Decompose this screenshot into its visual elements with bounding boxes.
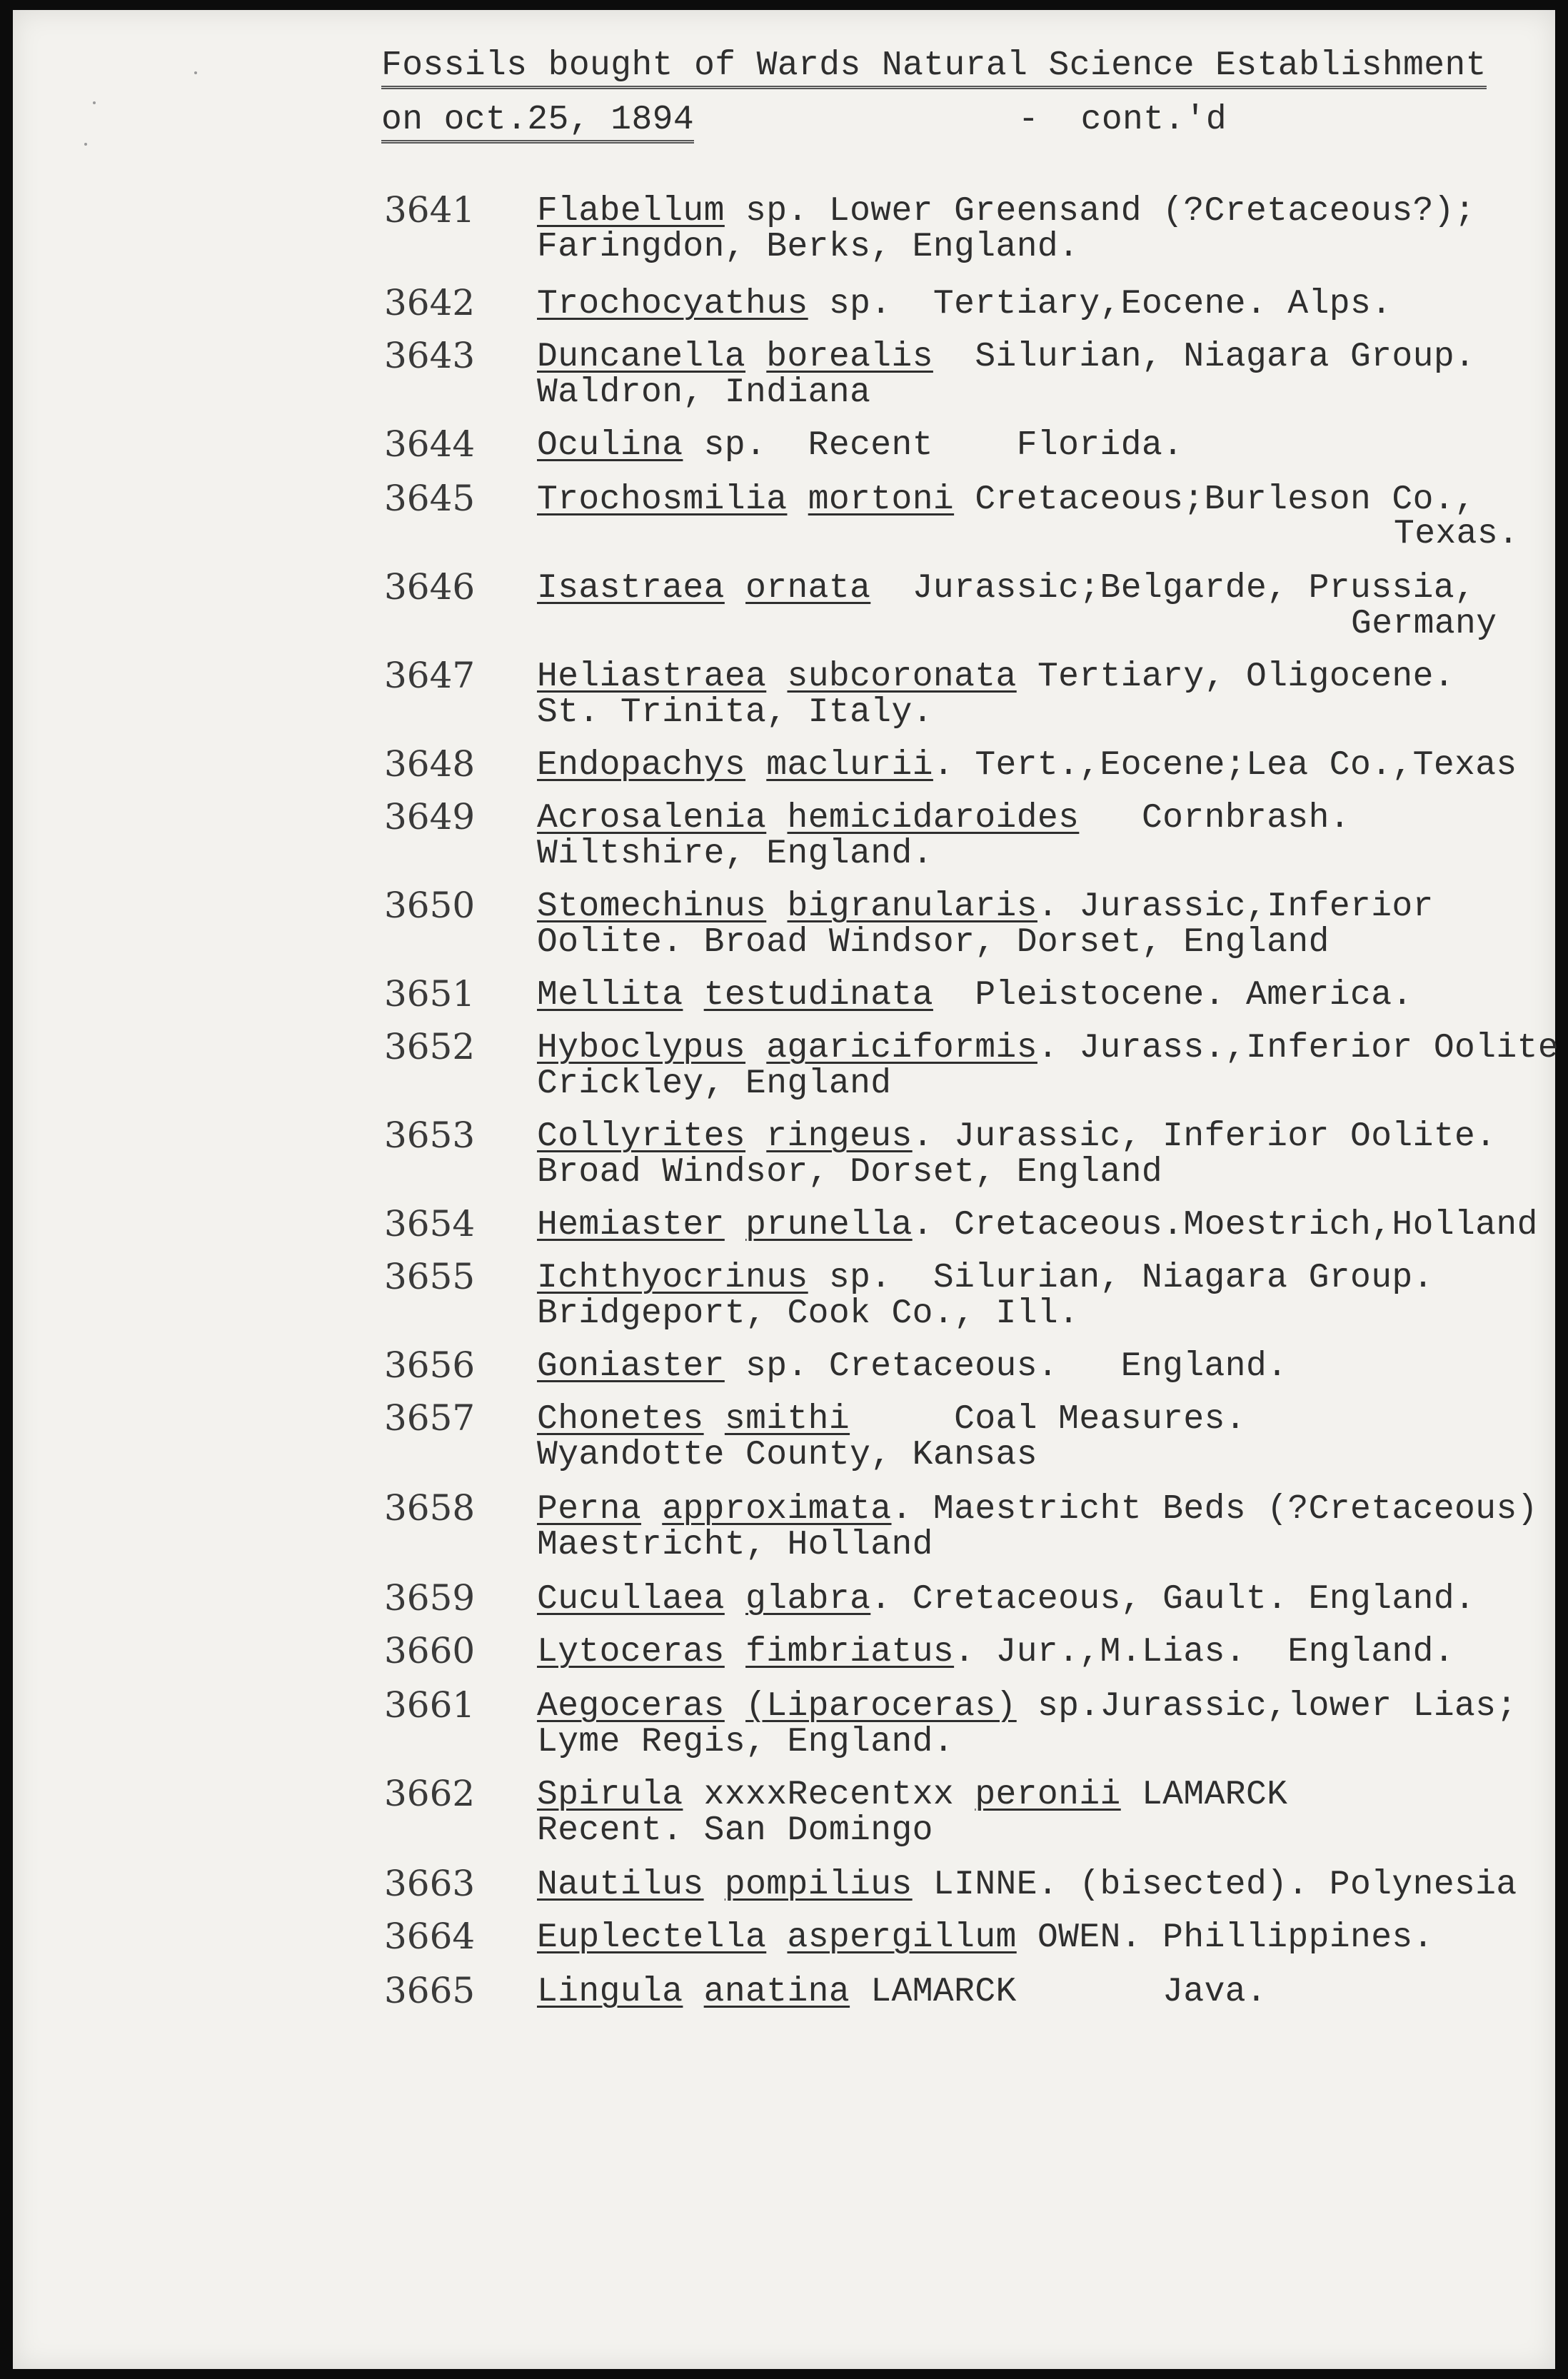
- entry-number: 3659: [384, 1577, 476, 1619]
- entry-details: . Cretaceous, Gault. England.: [870, 1580, 1476, 1619]
- genus-name: Ichthyocrinus: [537, 1259, 808, 1297]
- date-text: on oct.25, 1894: [381, 101, 694, 144]
- entry-line: [537, 1491, 1538, 1528]
- species-name: agariciformis: [766, 1029, 1037, 1067]
- entry-line: [537, 1030, 1559, 1067]
- entry-number: 3646: [384, 566, 476, 608]
- entry-line: [537, 977, 1413, 1014]
- entry-line: [537, 1118, 1496, 1155]
- entry-number: 3653: [384, 1115, 476, 1156]
- genus-name: Stomechinus: [537, 887, 767, 926]
- entry-details: OWEN. Phillippines.: [1016, 1918, 1434, 1957]
- entry-line: [537, 193, 1475, 230]
- entry-line: [537, 338, 1475, 376]
- entry-details: . Tert.,Eocene;Lea Co.,Texas: [933, 746, 1517, 785]
- struck-out-text: xxxxRecentxx: [683, 1776, 975, 1814]
- genus-name: Trochosmilia: [537, 481, 788, 519]
- entry-line: [537, 1401, 1246, 1438]
- entry-line: [537, 481, 1475, 518]
- entry-details: . Maestricht Beds (?Cretaceous): [891, 1490, 1538, 1529]
- document-date: [381, 101, 694, 139]
- genus-name: Acrosalenia: [537, 799, 767, 838]
- species-name: prunella: [745, 1206, 913, 1244]
- species-name: pompilius: [724, 1866, 913, 1904]
- species-name: aspergillum: [787, 1918, 1017, 1957]
- species-name: approximata: [662, 1490, 892, 1529]
- genus-name: Lingula: [537, 1973, 683, 2011]
- entry-line: [537, 1348, 1287, 1385]
- species-name: hemicidaroides: [787, 799, 1080, 838]
- species-name: maclurii: [766, 746, 933, 785]
- entry-line: [537, 1919, 1434, 1956]
- entry-line: [537, 1581, 1475, 1618]
- entry-number: 3645: [384, 478, 476, 519]
- species-name: fimbriatus: [745, 1633, 955, 1671]
- genus-name: Heliastraea: [537, 658, 767, 696]
- entry-details: Tertiary, Oligocene.: [1016, 658, 1455, 696]
- entry-line: [537, 286, 1392, 323]
- entry-number: 3643: [384, 335, 476, 376]
- entry-number: 3644: [384, 423, 476, 465]
- genus-name: Aegoceras: [537, 1687, 725, 1726]
- entry-number: 3662: [384, 1773, 476, 1814]
- species-name: bigranularis: [787, 887, 1037, 926]
- genus-name: Hyboclypus: [537, 1029, 746, 1067]
- entry-line: [537, 800, 1350, 837]
- entry-line: [537, 658, 1454, 695]
- entry-line-2: St. Trinita, Italy.: [537, 693, 933, 732]
- genus-name: Cucullaea: [537, 1580, 725, 1619]
- continued-note: - cont.'d: [1018, 101, 1227, 139]
- entry-line-2: Crickley, England: [537, 1065, 892, 1103]
- species-name: (Liparoceras): [745, 1687, 1017, 1726]
- entry-number: 3641: [384, 189, 476, 231]
- entry-number: 3658: [384, 1487, 476, 1529]
- title-text: Fossils bought of Wards Natural Science Establishment: [381, 46, 1487, 89]
- paper-speck: [194, 71, 197, 74]
- species-name: testudinata: [703, 976, 933, 1015]
- entry-number: 3651: [384, 973, 476, 1015]
- species-name: ringeus: [766, 1117, 913, 1156]
- entry-details: LAMARCK: [1120, 1776, 1288, 1814]
- entry-line-2: Recent. San Domingo: [537, 1811, 933, 1850]
- entry-line: [537, 1207, 1538, 1244]
- entry-line: [537, 427, 1183, 464]
- entry-number: 3664: [384, 1916, 476, 1957]
- genus-name: Trochocyathus: [537, 285, 808, 323]
- genus-name: Isastraea: [537, 569, 725, 608]
- entry-details: . Cretaceous.Moestrich,Holland: [912, 1206, 1538, 1244]
- entry-line-2: Broad Windsor, Dorset, England: [537, 1153, 1163, 1192]
- entry-line: [537, 888, 1434, 925]
- entry-line: [537, 1634, 1454, 1671]
- entry-details: Cretaceous;Burleson Co.,: [954, 481, 1476, 519]
- entry-line-2: Lyme Regis, England.: [537, 1723, 955, 1761]
- genus-name: Lytoceras: [537, 1633, 725, 1671]
- genus-name: Collyrites: [537, 1117, 746, 1156]
- entry-line-2: Faringdon, Berks, England.: [537, 228, 1080, 266]
- species-name: smithi: [724, 1400, 850, 1439]
- paper-speck: [84, 143, 87, 146]
- species-name: glabra: [745, 1580, 871, 1619]
- entry-details: Cornbrash.: [1079, 799, 1351, 838]
- entry-details: sp. Silurian, Niagara Group.: [808, 1259, 1434, 1297]
- genus-name: Goniaster: [537, 1347, 725, 1386]
- entry-details: Silurian, Niagara Group.: [933, 338, 1476, 376]
- entry-number: 3654: [384, 1203, 476, 1244]
- document-title: [381, 47, 1487, 84]
- entry-line-2: Waldron, Indiana: [537, 373, 871, 412]
- genus-name: Flabellum: [537, 192, 725, 231]
- genus-name: Hemiaster: [537, 1206, 725, 1244]
- entry-number: 3661: [384, 1684, 476, 1726]
- entry-line: [537, 570, 1475, 607]
- entry-details: sp. Recent Florida.: [683, 426, 1184, 465]
- species-name: mortoni: [808, 481, 955, 519]
- entry-number: 3649: [384, 796, 476, 838]
- entry-number: 3657: [384, 1397, 476, 1439]
- genus-name: Nautilus: [537, 1866, 704, 1904]
- entry-details: . Jurassic,Inferior: [1037, 887, 1434, 926]
- entry-details: sp. Cretaceous. England.: [724, 1347, 1288, 1386]
- entry-number: 3647: [384, 655, 476, 696]
- entry-line: [537, 1688, 1517, 1725]
- entry-line: [537, 1259, 1434, 1297]
- entry-details: LAMARCK Java.: [850, 1973, 1267, 2011]
- genus-name: Spirula: [537, 1776, 683, 1814]
- entry-number: 3656: [384, 1344, 476, 1386]
- entry-line-2: Wiltshire, England.: [537, 835, 933, 873]
- genus-name: Endopachys: [537, 746, 746, 785]
- entry-details: sp. Tertiary,Eocene. Alps.: [808, 285, 1392, 323]
- entry-line-2: Wyandotte County, Kansas: [537, 1436, 1037, 1474]
- species-name: anatina: [703, 1973, 850, 2011]
- entry-details: Jurassic;Belgarde, Prussia,: [870, 569, 1476, 608]
- paper-speck: [93, 101, 96, 104]
- entry-number: 3652: [384, 1026, 476, 1067]
- entry-number: 3648: [384, 743, 476, 785]
- species-name: subcoronata: [787, 658, 1017, 696]
- genus-name: Euplectella: [537, 1918, 767, 1957]
- entry-line: [537, 1973, 1267, 2011]
- genus-name: Chonetes: [537, 1400, 704, 1439]
- entry-details: sp. Lower Greensand (?Cretaceous?);: [724, 192, 1476, 231]
- entry-number: 3660: [384, 1630, 476, 1671]
- genus-name: Oculina: [537, 426, 683, 465]
- entry-details: Coal Measures.: [850, 1400, 1246, 1439]
- entry-details: Pleistocene. America.: [933, 976, 1413, 1015]
- entry-line-2: Bridgeport, Cook Co., Ill.: [537, 1294, 1080, 1333]
- species-name: borealis: [766, 338, 933, 376]
- genus-name: Mellita: [537, 976, 683, 1015]
- species-name: peronii: [975, 1776, 1121, 1814]
- entry-number: 3650: [384, 885, 476, 926]
- genus-name: Duncanella: [537, 338, 746, 376]
- entry-details: . Jur.,M.Lias. England.: [954, 1633, 1455, 1671]
- entry-line: [537, 1866, 1517, 1903]
- entry-line-2: Germany: [1351, 605, 1497, 643]
- entry-line-2: Maestricht, Holland: [537, 1526, 933, 1564]
- document-page: [13, 10, 1559, 2369]
- entry-number: 3663: [384, 1863, 476, 1904]
- entry-number: 3665: [384, 1970, 476, 2011]
- entry-line: [537, 747, 1517, 784]
- entry-line-2: Oolite. Broad Windsor, Dorset, England: [537, 923, 1330, 962]
- entry-details: LINNE. (bisected). Polynesia: [912, 1866, 1517, 1904]
- entry-details: . Jurassic, Inferior Oolite.: [912, 1117, 1497, 1156]
- entry-details: . Jurass.,Inferior Oolite: [1037, 1029, 1559, 1067]
- species-name: ornata: [745, 569, 871, 608]
- entry-details: sp.Jurassic,lower Lias;: [1016, 1687, 1517, 1726]
- entry-number: 3642: [384, 282, 476, 323]
- entry-line: [537, 1776, 1287, 1814]
- entry-number: 3655: [384, 1256, 476, 1297]
- entry-line-2: Texas.: [1394, 515, 1519, 553]
- genus-name: Perna: [537, 1490, 642, 1529]
